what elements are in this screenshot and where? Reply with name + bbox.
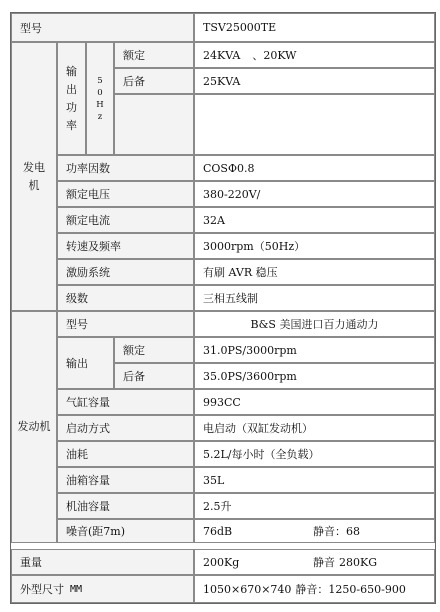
generator-output-blank-value xyxy=(194,94,435,155)
start-method-label: 启动方式 xyxy=(57,415,194,441)
excitation-label: 激励系统 xyxy=(57,259,194,285)
engine-model-label: 型号 xyxy=(57,311,194,337)
dimensions-label: 外型尺寸 MM xyxy=(11,575,194,603)
noise-label: 噪音(距7m) xyxy=(57,519,194,543)
excitation-value: 有刷 AVR 稳压 xyxy=(194,259,435,285)
oil-capacity-label: 机油容量 xyxy=(57,493,194,519)
power-factor-label: 功率因数 xyxy=(57,155,194,181)
rated-voltage-value: 380-220V/ xyxy=(194,181,435,207)
generator-section-label: 发电机 xyxy=(11,42,57,311)
poles-label: 级数 xyxy=(57,285,194,311)
model-value: TSV25000TE xyxy=(194,13,435,42)
speed-frequency-value: 3000rpm（50Hz） xyxy=(194,233,435,259)
displacement-value: 993CC xyxy=(194,389,435,415)
weight-value: 200Kg 静音 280KG xyxy=(194,549,435,575)
generator-standby-label: 后备 xyxy=(114,68,194,94)
spec-table xyxy=(10,12,436,604)
fuel-consumption-label: 油耗 xyxy=(57,441,194,467)
engine-model-value: B&S 美国进口百力通动力 xyxy=(194,311,435,337)
noise-value: 76dB 静音： 68 xyxy=(194,519,435,543)
generator-standby-value: 25KVA xyxy=(194,68,435,94)
speed-frequency-label: 转速及频率 xyxy=(57,233,194,259)
generator-output-frequency: 50Hz xyxy=(86,42,114,155)
generator-rated-label: 额定 xyxy=(114,42,194,68)
dimensions-value: 1050×670×740 静音： 1250-650-900 xyxy=(194,575,435,603)
power-factor-value: COSΦ0.8 xyxy=(194,155,435,181)
engine-standby-label: 后备 xyxy=(114,363,194,389)
weight-label: 重量 xyxy=(11,549,194,575)
generator-output-blank-label xyxy=(114,94,194,155)
generator-output-label: 输出功率 xyxy=(57,42,86,155)
tank-capacity-label: 油箱容量 xyxy=(57,467,194,493)
rated-current-label: 额定电流 xyxy=(57,207,194,233)
model-label: 型号 xyxy=(11,13,194,42)
rated-voltage-label: 额定电压 xyxy=(57,181,194,207)
rated-current-value: 32A xyxy=(194,207,435,233)
displacement-label: 气缸容量 xyxy=(57,389,194,415)
engine-rated-label: 额定 xyxy=(114,337,194,363)
tank-capacity-value: 35L xyxy=(194,467,435,493)
start-method-value: 电启动（双缸发动机） xyxy=(194,415,435,441)
engine-section-label: 发动机 xyxy=(11,311,57,543)
poles-value: 三相五线制 xyxy=(194,285,435,311)
engine-rated-value: 31.0PS/3000rpm xyxy=(194,337,435,363)
fuel-consumption-value: 5.2L/每小时（全负载） xyxy=(194,441,435,467)
engine-output-label: 输出 xyxy=(57,337,114,389)
generator-rated-value: 24KVA 、20KW xyxy=(194,42,435,68)
engine-standby-value: 35.0PS/3600rpm xyxy=(194,363,435,389)
oil-capacity-value: 2.5升 xyxy=(194,493,435,519)
